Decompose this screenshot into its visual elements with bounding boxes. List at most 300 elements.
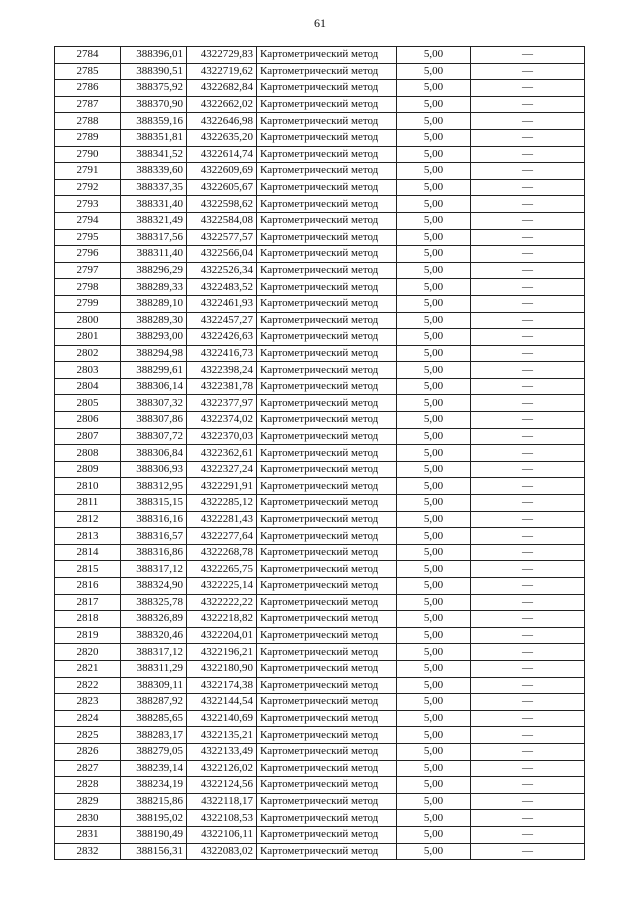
table-row bbox=[55, 777, 585, 794]
accuracy-cell: 5,00 bbox=[397, 710, 471, 727]
point-number-cell: 2791 bbox=[55, 163, 121, 180]
accuracy-cell: 5,00 bbox=[397, 378, 471, 395]
description-cell: — bbox=[471, 777, 585, 794]
point-number-cell: 2807 bbox=[55, 428, 121, 445]
point-number-cell: 2786 bbox=[55, 80, 121, 97]
accuracy-cell: 5,00 bbox=[397, 412, 471, 429]
description-cell: — bbox=[471, 295, 585, 312]
method-cell: Картометрический метод bbox=[257, 777, 397, 794]
point-number-cell: 2799 bbox=[55, 295, 121, 312]
point-number-cell: 2811 bbox=[55, 495, 121, 512]
y-coordinate-cell: 4322566,04 bbox=[187, 246, 257, 263]
accuracy-cell: 5,00 bbox=[397, 777, 471, 794]
y-coordinate-cell: 4322133,49 bbox=[187, 743, 257, 760]
y-coordinate-cell: 4322635,20 bbox=[187, 129, 257, 146]
y-coordinate-cell: 4322291,91 bbox=[187, 478, 257, 495]
point-number-cell: 2792 bbox=[55, 179, 121, 196]
point-number-cell: 2785 bbox=[55, 63, 121, 80]
x-coordinate-cell: 388306,93 bbox=[121, 461, 187, 478]
description-cell: — bbox=[471, 594, 585, 611]
x-coordinate-cell: 388283,17 bbox=[121, 727, 187, 744]
method-cell: Картометрический метод bbox=[257, 810, 397, 827]
point-number-cell: 2803 bbox=[55, 362, 121, 379]
table-row bbox=[55, 810, 585, 827]
method-cell: Картометрический метод bbox=[257, 96, 397, 113]
method-cell: Картометрический метод bbox=[257, 710, 397, 727]
table-row bbox=[55, 362, 585, 379]
accuracy-cell: 5,00 bbox=[397, 644, 471, 661]
x-coordinate-cell: 388294,98 bbox=[121, 345, 187, 362]
accuracy-cell: 5,00 bbox=[397, 694, 471, 711]
point-number-cell: 2795 bbox=[55, 229, 121, 246]
accuracy-cell: 5,00 bbox=[397, 743, 471, 760]
method-cell: Картометрический метод bbox=[257, 345, 397, 362]
point-number-cell: 2798 bbox=[55, 279, 121, 296]
description-cell: — bbox=[471, 212, 585, 229]
method-cell: Картометрический метод bbox=[257, 63, 397, 80]
point-number-cell: 2805 bbox=[55, 395, 121, 412]
description-cell: — bbox=[471, 461, 585, 478]
method-cell: Картометрический метод bbox=[257, 594, 397, 611]
method-cell: Картометрический метод bbox=[257, 561, 397, 578]
table-row bbox=[55, 96, 585, 113]
description-cell: — bbox=[471, 710, 585, 727]
coordinates-table-body bbox=[55, 47, 585, 860]
point-number-cell: 2829 bbox=[55, 793, 121, 810]
y-coordinate-cell: 4322614,74 bbox=[187, 146, 257, 163]
method-cell: Картометрический метод bbox=[257, 461, 397, 478]
method-cell: Картометрический метод bbox=[257, 279, 397, 296]
accuracy-cell: 5,00 bbox=[397, 279, 471, 296]
accuracy-cell: 5,00 bbox=[397, 312, 471, 329]
table-row bbox=[55, 295, 585, 312]
x-coordinate-cell: 388316,86 bbox=[121, 544, 187, 561]
y-coordinate-cell: 4322225,14 bbox=[187, 578, 257, 595]
description-cell: — bbox=[471, 644, 585, 661]
x-coordinate-cell: 388287,92 bbox=[121, 694, 187, 711]
point-number-cell: 2812 bbox=[55, 511, 121, 528]
accuracy-cell: 5,00 bbox=[397, 362, 471, 379]
method-cell: Картометрический метод bbox=[257, 611, 397, 628]
table-row bbox=[55, 544, 585, 561]
description-cell: — bbox=[471, 495, 585, 512]
description-cell: — bbox=[471, 793, 585, 810]
x-coordinate-cell: 388370,90 bbox=[121, 96, 187, 113]
method-cell: Картометрический метод bbox=[257, 412, 397, 429]
accuracy-cell: 5,00 bbox=[397, 129, 471, 146]
y-coordinate-cell: 4322140,69 bbox=[187, 710, 257, 727]
table-row bbox=[55, 660, 585, 677]
accuracy-cell: 5,00 bbox=[397, 793, 471, 810]
accuracy-cell: 5,00 bbox=[397, 445, 471, 462]
accuracy-cell: 5,00 bbox=[397, 428, 471, 445]
description-cell: — bbox=[471, 478, 585, 495]
x-coordinate-cell: 388307,32 bbox=[121, 395, 187, 412]
accuracy-cell: 5,00 bbox=[397, 47, 471, 64]
x-coordinate-cell: 388289,10 bbox=[121, 295, 187, 312]
accuracy-cell: 5,00 bbox=[397, 727, 471, 744]
x-coordinate-cell: 388307,72 bbox=[121, 428, 187, 445]
accuracy-cell: 5,00 bbox=[397, 611, 471, 628]
y-coordinate-cell: 4322646,98 bbox=[187, 113, 257, 130]
x-coordinate-cell: 388279,05 bbox=[121, 743, 187, 760]
table-row bbox=[55, 627, 585, 644]
method-cell: Картометрический метод bbox=[257, 694, 397, 711]
point-number-cell: 2827 bbox=[55, 760, 121, 777]
y-coordinate-cell: 4322370,03 bbox=[187, 428, 257, 445]
x-coordinate-cell: 388239,14 bbox=[121, 760, 187, 777]
method-cell: Картометрический метод bbox=[257, 329, 397, 346]
accuracy-cell: 5,00 bbox=[397, 63, 471, 80]
y-coordinate-cell: 4322682,84 bbox=[187, 80, 257, 97]
method-cell: Картометрический метод bbox=[257, 312, 397, 329]
accuracy-cell: 5,00 bbox=[397, 843, 471, 860]
x-coordinate-cell: 388311,29 bbox=[121, 660, 187, 677]
x-coordinate-cell: 388307,86 bbox=[121, 412, 187, 429]
x-coordinate-cell: 388195,02 bbox=[121, 810, 187, 827]
method-cell: Картометрический метод bbox=[257, 179, 397, 196]
x-coordinate-cell: 388331,40 bbox=[121, 196, 187, 213]
table-row bbox=[55, 129, 585, 146]
y-coordinate-cell: 4322281,43 bbox=[187, 511, 257, 528]
x-coordinate-cell: 388309,11 bbox=[121, 677, 187, 694]
description-cell: — bbox=[471, 428, 585, 445]
method-cell: Картометрический метод bbox=[257, 295, 397, 312]
x-coordinate-cell: 388306,14 bbox=[121, 378, 187, 395]
method-cell: Картометрический метод bbox=[257, 660, 397, 677]
description-cell: — bbox=[471, 262, 585, 279]
table-row bbox=[55, 196, 585, 213]
description-cell: — bbox=[471, 511, 585, 528]
x-coordinate-cell: 388289,30 bbox=[121, 312, 187, 329]
description-cell: — bbox=[471, 743, 585, 760]
accuracy-cell: 5,00 bbox=[397, 395, 471, 412]
table-row bbox=[55, 163, 585, 180]
method-cell: Картометрический метод bbox=[257, 445, 397, 462]
method-cell: Картометрический метод bbox=[257, 395, 397, 412]
point-number-cell: 2826 bbox=[55, 743, 121, 760]
table-row bbox=[55, 528, 585, 545]
accuracy-cell: 5,00 bbox=[397, 179, 471, 196]
description-cell: — bbox=[471, 445, 585, 462]
y-coordinate-cell: 4322461,93 bbox=[187, 295, 257, 312]
method-cell: Картометрический метод bbox=[257, 528, 397, 545]
description-cell: — bbox=[471, 677, 585, 694]
y-coordinate-cell: 4322662,02 bbox=[187, 96, 257, 113]
x-coordinate-cell: 388215,86 bbox=[121, 793, 187, 810]
point-number-cell: 2822 bbox=[55, 677, 121, 694]
table-row bbox=[55, 561, 585, 578]
description-cell: — bbox=[471, 63, 585, 80]
table-row bbox=[55, 246, 585, 263]
point-number-cell: 2817 bbox=[55, 594, 121, 611]
description-cell: — bbox=[471, 246, 585, 263]
y-coordinate-cell: 4322577,57 bbox=[187, 229, 257, 246]
x-coordinate-cell: 388315,15 bbox=[121, 495, 187, 512]
table-row bbox=[55, 793, 585, 810]
y-coordinate-cell: 4322598,62 bbox=[187, 196, 257, 213]
method-cell: Картометрический метод bbox=[257, 113, 397, 130]
description-cell: — bbox=[471, 660, 585, 677]
table-row bbox=[55, 395, 585, 412]
description-cell: — bbox=[471, 627, 585, 644]
accuracy-cell: 5,00 bbox=[397, 677, 471, 694]
table-row bbox=[55, 212, 585, 229]
point-number-cell: 2806 bbox=[55, 412, 121, 429]
description-cell: — bbox=[471, 694, 585, 711]
point-number-cell: 2831 bbox=[55, 826, 121, 843]
table-row bbox=[55, 345, 585, 362]
description-cell: — bbox=[471, 843, 585, 860]
x-coordinate-cell: 388306,84 bbox=[121, 445, 187, 462]
table-row bbox=[55, 262, 585, 279]
x-coordinate-cell: 388156,31 bbox=[121, 843, 187, 860]
description-cell: — bbox=[471, 378, 585, 395]
table-row bbox=[55, 63, 585, 80]
method-cell: Картометрический метод bbox=[257, 495, 397, 512]
accuracy-cell: 5,00 bbox=[397, 627, 471, 644]
accuracy-cell: 5,00 bbox=[397, 495, 471, 512]
table-row bbox=[55, 760, 585, 777]
x-coordinate-cell: 388317,56 bbox=[121, 229, 187, 246]
point-number-cell: 2787 bbox=[55, 96, 121, 113]
accuracy-cell: 5,00 bbox=[397, 544, 471, 561]
accuracy-cell: 5,00 bbox=[397, 760, 471, 777]
table-row bbox=[55, 229, 585, 246]
accuracy-cell: 5,00 bbox=[397, 163, 471, 180]
x-coordinate-cell: 388324,90 bbox=[121, 578, 187, 595]
description-cell: — bbox=[471, 810, 585, 827]
accuracy-cell: 5,00 bbox=[397, 295, 471, 312]
table-row bbox=[55, 611, 585, 628]
method-cell: Картометрический метод bbox=[257, 627, 397, 644]
x-coordinate-cell: 388325,78 bbox=[121, 594, 187, 611]
description-cell: — bbox=[471, 561, 585, 578]
x-coordinate-cell: 388317,12 bbox=[121, 644, 187, 661]
description-cell: — bbox=[471, 129, 585, 146]
accuracy-cell: 5,00 bbox=[397, 578, 471, 595]
point-number-cell: 2790 bbox=[55, 146, 121, 163]
table-row bbox=[55, 594, 585, 611]
table-row bbox=[55, 461, 585, 478]
method-cell: Картометрический метод bbox=[257, 478, 397, 495]
method-cell: Картометрический метод bbox=[257, 47, 397, 64]
y-coordinate-cell: 4322526,34 bbox=[187, 262, 257, 279]
table-row bbox=[55, 179, 585, 196]
method-cell: Картометрический метод bbox=[257, 793, 397, 810]
x-coordinate-cell: 388316,16 bbox=[121, 511, 187, 528]
y-coordinate-cell: 4322265,75 bbox=[187, 561, 257, 578]
y-coordinate-cell: 4322483,52 bbox=[187, 279, 257, 296]
y-coordinate-cell: 4322381,78 bbox=[187, 378, 257, 395]
point-number-cell: 2796 bbox=[55, 246, 121, 263]
description-cell: — bbox=[471, 146, 585, 163]
x-coordinate-cell: 388234,19 bbox=[121, 777, 187, 794]
table-row bbox=[55, 146, 585, 163]
point-number-cell: 2816 bbox=[55, 578, 121, 595]
description-cell: — bbox=[471, 279, 585, 296]
y-coordinate-cell: 4322374,02 bbox=[187, 412, 257, 429]
table-row bbox=[55, 843, 585, 860]
accuracy-cell: 5,00 bbox=[397, 660, 471, 677]
method-cell: Картометрический метод bbox=[257, 578, 397, 595]
method-cell: Картометрический метод bbox=[257, 196, 397, 213]
point-number-cell: 2815 bbox=[55, 561, 121, 578]
description-cell: — bbox=[471, 229, 585, 246]
y-coordinate-cell: 4322196,21 bbox=[187, 644, 257, 661]
y-coordinate-cell: 4322362,61 bbox=[187, 445, 257, 462]
y-coordinate-cell: 4322605,67 bbox=[187, 179, 257, 196]
point-number-cell: 2802 bbox=[55, 345, 121, 362]
x-coordinate-cell: 388339,60 bbox=[121, 163, 187, 180]
point-number-cell: 2819 bbox=[55, 627, 121, 644]
y-coordinate-cell: 4322416,73 bbox=[187, 345, 257, 362]
point-number-cell: 2818 bbox=[55, 611, 121, 628]
method-cell: Картометрический метод bbox=[257, 644, 397, 661]
description-cell: — bbox=[471, 329, 585, 346]
point-number-cell: 2804 bbox=[55, 378, 121, 395]
accuracy-cell: 5,00 bbox=[397, 96, 471, 113]
accuracy-cell: 5,00 bbox=[397, 196, 471, 213]
y-coordinate-cell: 4322204,01 bbox=[187, 627, 257, 644]
point-number-cell: 2814 bbox=[55, 544, 121, 561]
y-coordinate-cell: 4322327,24 bbox=[187, 461, 257, 478]
accuracy-cell: 5,00 bbox=[397, 345, 471, 362]
y-coordinate-cell: 4322426,63 bbox=[187, 329, 257, 346]
description-cell: — bbox=[471, 395, 585, 412]
y-coordinate-cell: 4322457,27 bbox=[187, 312, 257, 329]
description-cell: — bbox=[471, 578, 585, 595]
y-coordinate-cell: 4322584,08 bbox=[187, 212, 257, 229]
point-number-cell: 2813 bbox=[55, 528, 121, 545]
description-cell: — bbox=[471, 760, 585, 777]
description-cell: — bbox=[471, 528, 585, 545]
method-cell: Картометрический метод bbox=[257, 843, 397, 860]
table-row bbox=[55, 710, 585, 727]
table-row bbox=[55, 412, 585, 429]
y-coordinate-cell: 4322609,69 bbox=[187, 163, 257, 180]
table-row bbox=[55, 312, 585, 329]
description-cell: — bbox=[471, 412, 585, 429]
table-row bbox=[55, 279, 585, 296]
point-number-cell: 2797 bbox=[55, 262, 121, 279]
point-number-cell: 2830 bbox=[55, 810, 121, 827]
point-number-cell: 2808 bbox=[55, 445, 121, 462]
method-cell: Картометрический метод bbox=[257, 80, 397, 97]
y-coordinate-cell: 4322108,53 bbox=[187, 810, 257, 827]
x-coordinate-cell: 388312,95 bbox=[121, 478, 187, 495]
x-coordinate-cell: 388293,00 bbox=[121, 329, 187, 346]
point-number-cell: 2828 bbox=[55, 777, 121, 794]
point-number-cell: 2788 bbox=[55, 113, 121, 130]
description-cell: — bbox=[471, 113, 585, 130]
x-coordinate-cell: 388326,89 bbox=[121, 611, 187, 628]
x-coordinate-cell: 388359,16 bbox=[121, 113, 187, 130]
point-number-cell: 2784 bbox=[55, 47, 121, 64]
table-row bbox=[55, 113, 585, 130]
description-cell: — bbox=[471, 826, 585, 843]
y-coordinate-cell: 4322135,21 bbox=[187, 727, 257, 744]
description-cell: — bbox=[471, 362, 585, 379]
y-coordinate-cell: 4322124,56 bbox=[187, 777, 257, 794]
accuracy-cell: 5,00 bbox=[397, 810, 471, 827]
y-coordinate-cell: 4322174,38 bbox=[187, 677, 257, 694]
table-row bbox=[55, 495, 585, 512]
table-row bbox=[55, 578, 585, 595]
method-cell: Картометрический метод bbox=[257, 727, 397, 744]
method-cell: Картометрический метод bbox=[257, 743, 397, 760]
table-row bbox=[55, 80, 585, 97]
method-cell: Картометрический метод bbox=[257, 428, 397, 445]
method-cell: Картометрический метод bbox=[257, 229, 397, 246]
description-cell: — bbox=[471, 80, 585, 97]
y-coordinate-cell: 4322180,90 bbox=[187, 660, 257, 677]
method-cell: Картометрический метод bbox=[257, 262, 397, 279]
point-number-cell: 2821 bbox=[55, 660, 121, 677]
accuracy-cell: 5,00 bbox=[397, 113, 471, 130]
point-number-cell: 2825 bbox=[55, 727, 121, 744]
x-coordinate-cell: 388396,01 bbox=[121, 47, 187, 64]
x-coordinate-cell: 388311,40 bbox=[121, 246, 187, 263]
y-coordinate-cell: 4322222,22 bbox=[187, 594, 257, 611]
method-cell: Картометрический метод bbox=[257, 362, 397, 379]
description-cell: — bbox=[471, 163, 585, 180]
accuracy-cell: 5,00 bbox=[397, 478, 471, 495]
x-coordinate-cell: 388337,35 bbox=[121, 179, 187, 196]
accuracy-cell: 5,00 bbox=[397, 80, 471, 97]
y-coordinate-cell: 4322729,83 bbox=[187, 47, 257, 64]
x-coordinate-cell: 388375,92 bbox=[121, 80, 187, 97]
point-number-cell: 2794 bbox=[55, 212, 121, 229]
x-coordinate-cell: 388341,52 bbox=[121, 146, 187, 163]
x-coordinate-cell: 388299,61 bbox=[121, 362, 187, 379]
x-coordinate-cell: 388390,51 bbox=[121, 63, 187, 80]
accuracy-cell: 5,00 bbox=[397, 528, 471, 545]
description-cell: — bbox=[471, 196, 585, 213]
accuracy-cell: 5,00 bbox=[397, 246, 471, 263]
y-coordinate-cell: 4322118,17 bbox=[187, 793, 257, 810]
point-number-cell: 2824 bbox=[55, 710, 121, 727]
description-cell: — bbox=[471, 96, 585, 113]
accuracy-cell: 5,00 bbox=[397, 146, 471, 163]
x-coordinate-cell: 388317,12 bbox=[121, 561, 187, 578]
point-number-cell: 2800 bbox=[55, 312, 121, 329]
page-number: 61 bbox=[314, 16, 326, 30]
x-coordinate-cell: 388351,81 bbox=[121, 129, 187, 146]
method-cell: Картометрический метод bbox=[257, 163, 397, 180]
description-cell: — bbox=[471, 544, 585, 561]
table-row bbox=[55, 511, 585, 528]
point-number-cell: 2820 bbox=[55, 644, 121, 661]
point-number-cell: 2809 bbox=[55, 461, 121, 478]
point-number-cell: 2793 bbox=[55, 196, 121, 213]
table-row bbox=[55, 677, 585, 694]
table-row bbox=[55, 826, 585, 843]
point-number-cell: 2823 bbox=[55, 694, 121, 711]
table-row bbox=[55, 694, 585, 711]
coordinates-table bbox=[54, 46, 585, 860]
y-coordinate-cell: 4322144,54 bbox=[187, 694, 257, 711]
y-coordinate-cell: 4322218,82 bbox=[187, 611, 257, 628]
accuracy-cell: 5,00 bbox=[397, 461, 471, 478]
method-cell: Картометрический метод bbox=[257, 246, 397, 263]
method-cell: Картометрический метод bbox=[257, 378, 397, 395]
table-row bbox=[55, 644, 585, 661]
method-cell: Картометрический метод bbox=[257, 677, 397, 694]
method-cell: Картометрический метод bbox=[257, 760, 397, 777]
y-coordinate-cell: 4322126,02 bbox=[187, 760, 257, 777]
table-row bbox=[55, 445, 585, 462]
